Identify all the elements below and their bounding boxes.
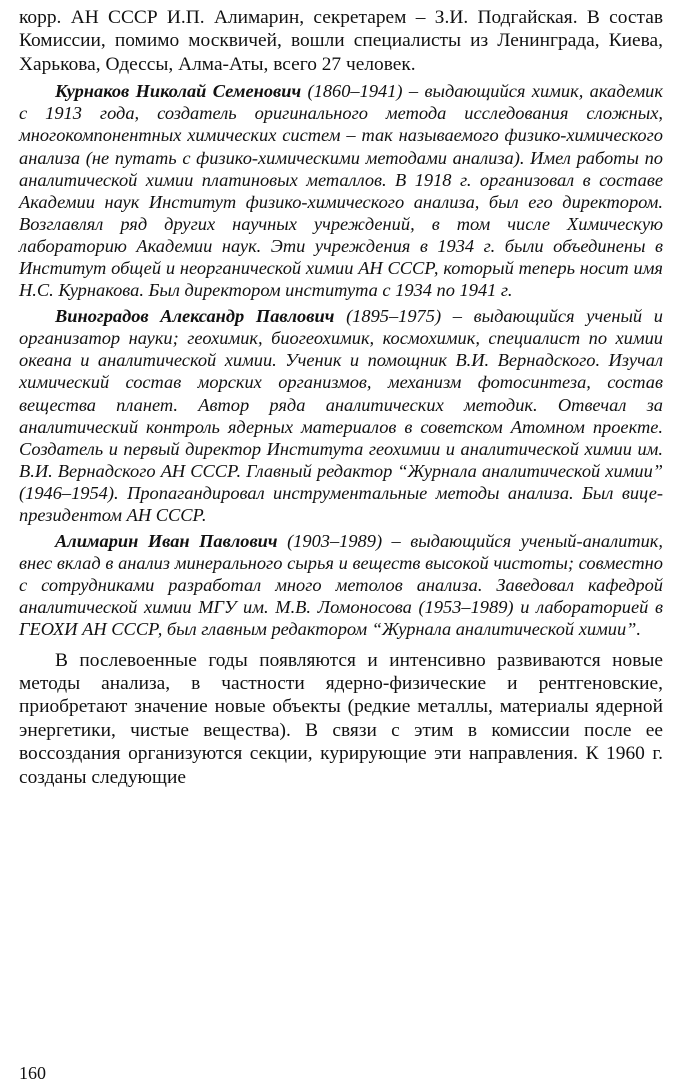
page-number: 160 [19, 1063, 46, 1083]
bio-name: Алимарин Иван Павлович [55, 531, 278, 552]
bio-alimarin [19, 530, 663, 640]
bio-text: – выдающийся химик, академик с 1913 года, создатель оригинального метода исследования сложных, многокомпонентных химических систем – так называемого физико-химического анализа (не путать с физико-химическими методами анализа). Имел работы по аналитической химии платиновых металлов. В 1918 г. организовал в составе Академии наук Институт физико-химического анализа, был его директором. Возглавлял ряд других научных учреждений, в том числе Химическую лабораторию Академии наук. Эти учреждения в 1934 г. были объединены в Институт общей и неорганической химии АН СССР, который теперь носит имя Н.С. Курнакова. Был директором института с 1934 по 1941 г. [19, 81, 663, 301]
bio-years: (1895–1975) [346, 306, 442, 327]
closing-paragraph: В послевоенные годы появляются и интенсивно развиваются новые методы анализа, в частности ядерно-физические и рентгеновские, приобретают значение новые объекты (редкие металлы, материалы ядерной энергетики, чистые вещества). В связи с этим в комиссии после ее воссоздания организуются секции, курирующие эти направления. К 1960 г. созданы следующие [19, 649, 663, 788]
bio-name: Виноградов Александр Павлович [55, 306, 335, 327]
bio-text: – выдающийся ученый и организатор науки; геохимик, биогеохимик, космохимик, специалист по химии океана и аналитической химии. Ученик и помощник В.И. Вернадского. Изучал химический состав морских организмов, механизм фотосинтеза, состав вещества планет. Автор ряда аналитических методик. Отвечал за аналитический контроль ядерных материалов в советском Атомном проекте. Создатель и первый директор Института геохимии и аналитической химии им. В.И. Вернадского АН СССР. Главный редактор “Журнала аналитической химии” (1946–1954). Пропагандировал инструментальные методы анализа. Был вице-президентом АН СССР. [19, 306, 664, 525]
bio-vinogradov [19, 305, 663, 526]
bio-text: – выдающийся ученый-аналитик, внес вклад в анализ минерального сырья и веществ высокой чистоты; совместно с сотрудниками разработал много метолов анализа. Заведовал кафедрой аналитической химии МГУ им. М.В. Ломоносова (1953–1989) и лабораторией в ГЕОХИ АН СССР, был главным редактором “Журнала аналитической химии”. [19, 531, 663, 640]
bio-kurnakov [19, 80, 663, 301]
document-page [19, 6, 663, 789]
intro-paragraph: корр. АН СССР И.П. Алимарин, секретарем – З.И. Подгайская. В состав Комиссии, помимо москвичей, вошли специалисты из Ленинграда, Киева, Харькова, Одессы, Алма-Аты, всего 27 человек. [19, 7, 663, 75]
bio-years: (1860–1941) [307, 81, 403, 102]
bio-years: (1903–1989) [287, 531, 383, 552]
bio-name: Курнаков Николай Семенович [55, 81, 302, 102]
